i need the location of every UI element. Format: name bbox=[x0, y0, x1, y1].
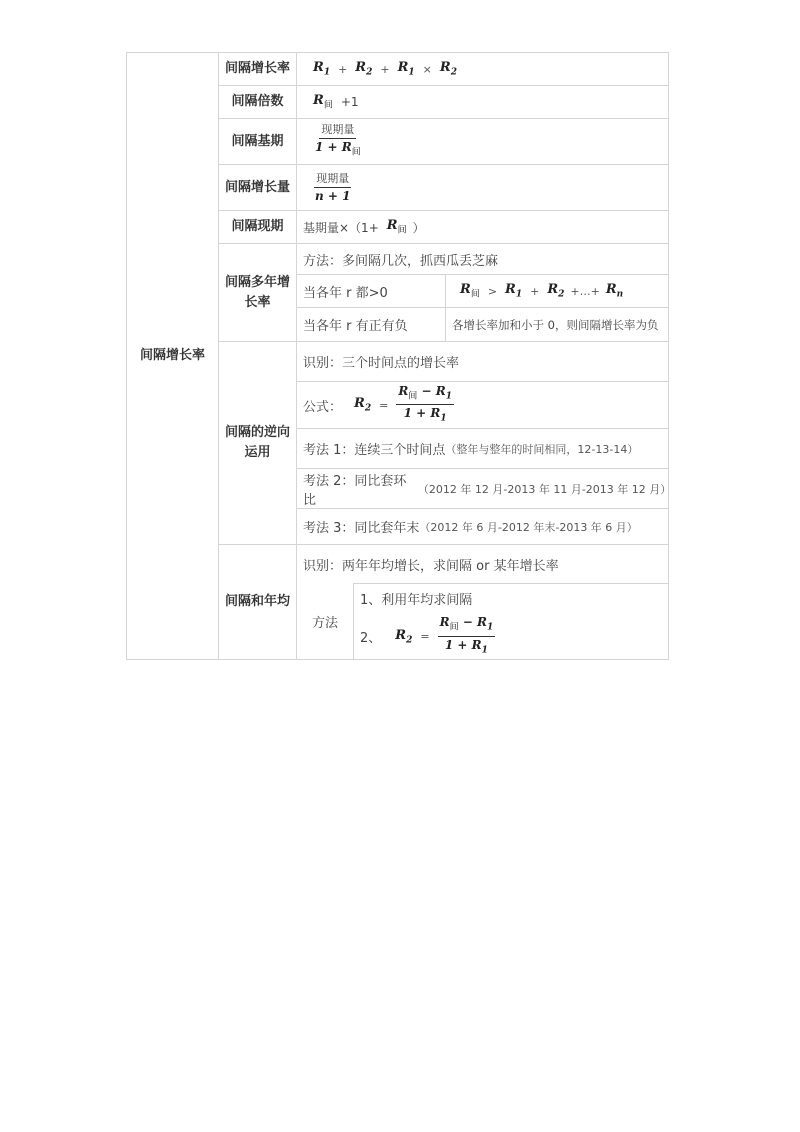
annual-average-method-label: 方法 bbox=[311, 616, 338, 631]
reverse-identify-text: 识别：三个时间点的增长率 bbox=[303, 356, 460, 371]
annual-average-step-2: 2、 $R_2$ = $\frac{R_间 - R_1}{1 + R_1}$ bbox=[360, 615, 494, 655]
formula-interval-growth-amount: $\frac{\text{现期量}}{n + 1}$ bbox=[315, 171, 351, 203]
multi-year-case-all-positive: 当各年 r 都>0 bbox=[303, 285, 388, 301]
multi-year-case-mixed-result: 各增长率加和小于 0，则间隔增长率为负 bbox=[452, 317, 659, 332]
row-label-interval-multiple: 间隔倍数 bbox=[231, 94, 284, 109]
row-label-interval-current-period: 间隔现期 bbox=[231, 219, 284, 234]
reverse-method-1: 考法 1：连续三个时间点 （整年与整年的时间相同，12-13-14） bbox=[303, 442, 639, 458]
reverse-formula: 公式： $R_2$ = $\frac{R_间 - R_1}{1 + R_1}$ bbox=[303, 383, 452, 424]
row-label-interval-and-annual-average: 间隔和年均 bbox=[224, 594, 290, 609]
multi-year-method-text: 方法：多间隔几次，抓西瓜丢芝麻 bbox=[303, 253, 499, 269]
reverse-method-3: 考法 3：同比套年末 （2012 年 6 月-2012 年末-2013 年 6 月） bbox=[303, 520, 638, 536]
annual-average-identify-text: 识别：两年年均增长，求间隔 or 某年增长率 bbox=[303, 558, 559, 574]
formula-interval-current-period: 基期量×（1+ $R_间$ ） bbox=[303, 218, 425, 236]
row-label-multi-year-growth-rate: 间隔多年增长率 bbox=[225, 274, 291, 310]
main-category-label: 间隔增长率 bbox=[139, 348, 205, 363]
row-label-interval-base-period: 间隔基期 bbox=[231, 133, 284, 149]
formula-interval-base-period: $\frac{\text{现期量}}{1 + R_间}$ bbox=[315, 122, 361, 158]
multi-year-case-all-positive-formula: $R_间$ > $R_1$ + $R_2$ +…+ $R_n$ bbox=[460, 282, 624, 300]
multi-year-case-mixed: 当各年 r 有正有负 bbox=[303, 319, 408, 334]
reverse-method-2: 考法 2：同比套环比 （2012 年 12 月-2013 年 11 月-2013 年 12 月） bbox=[303, 473, 672, 508]
row-label-interval-growth-amount: 间隔增长量 bbox=[224, 179, 290, 195]
row-label-interval-growth-rate: 间隔增长率 bbox=[224, 61, 290, 76]
annual-average-step-1: 1、利用年均求间隔 bbox=[360, 593, 473, 608]
formula-table bbox=[126, 52, 672, 660]
row-label-reverse-application: 间隔的逆向运用 bbox=[225, 425, 291, 460]
formula-interval-multiple: $R_间$ +1 bbox=[313, 93, 359, 111]
formula-interval-growth-rate: $R_1$ + $R_2$ + $R_1$ × $R_2$ bbox=[313, 60, 457, 78]
